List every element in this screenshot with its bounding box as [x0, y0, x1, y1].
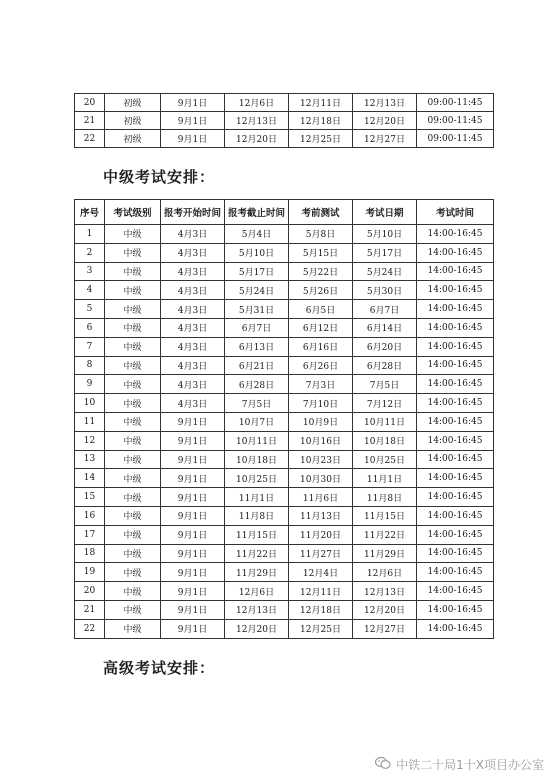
table-cell: 9月1日	[161, 600, 225, 619]
table-row	[75, 337, 494, 356]
table-row	[75, 375, 494, 394]
table-cell: 5月10日	[353, 225, 417, 244]
table-cell: 8	[75, 356, 105, 375]
table-cell: 6月28日	[353, 356, 417, 375]
table-cell: 11月22日	[353, 525, 417, 544]
table-cell: 12	[75, 431, 105, 450]
table-cell: 16	[75, 506, 105, 525]
table-cell: 中级	[105, 469, 161, 488]
table-cell: 3	[75, 262, 105, 281]
table-cell: 4月3日	[161, 281, 225, 300]
table-cell: 12月6日	[353, 563, 417, 582]
watermark	[375, 756, 544, 773]
table-cell: 15	[75, 488, 105, 507]
table-cell: 14:00-16:45	[417, 506, 494, 525]
table-cell: 14	[75, 469, 105, 488]
table-cell: 5月10日	[225, 243, 289, 262]
table-cell: 11月6日	[289, 488, 353, 507]
table-cell: 中级	[105, 300, 161, 319]
table-cell: 5月22日	[289, 262, 353, 281]
table-cell: 10	[75, 394, 105, 413]
table-cell: 中级	[105, 600, 161, 619]
table-row	[75, 525, 494, 544]
table-cell: 5月17日	[225, 262, 289, 281]
table-cell: 12月6日	[225, 94, 289, 112]
table-cell: 9月1日	[161, 563, 225, 582]
table-cell: 14:00-16:45	[417, 582, 494, 601]
table-cell: 10月11日	[225, 431, 289, 450]
table-cell: 5月30日	[353, 281, 417, 300]
table-cell: 6月28日	[225, 375, 289, 394]
table-cell: 12月27日	[353, 619, 417, 638]
table-cell: 14:00-16:45	[417, 281, 494, 300]
table-cell: 11月13日	[289, 506, 353, 525]
table-cell: 14:00-16:45	[417, 488, 494, 507]
table-cell: 9	[75, 375, 105, 394]
column-header: 考前测试	[289, 200, 353, 225]
table-cell: 中级	[105, 506, 161, 525]
table-cell: 9月1日	[161, 412, 225, 431]
primary-exam-table-tail	[74, 93, 494, 148]
table-cell: 14:00-16:45	[417, 243, 494, 262]
table-cell: 19	[75, 563, 105, 582]
table-cell: 初级	[105, 130, 161, 148]
table-cell: 4月3日	[161, 243, 225, 262]
table-header-row	[75, 200, 494, 225]
table-cell: 6月7日	[225, 318, 289, 337]
table-cell: 12月13日	[225, 600, 289, 619]
table-cell: 5月24日	[225, 281, 289, 300]
table-cell: 初级	[105, 112, 161, 130]
table-cell: 11	[75, 412, 105, 431]
table-row	[75, 431, 494, 450]
table-cell: 11月29日	[353, 544, 417, 563]
table-row	[75, 300, 494, 319]
table-row	[75, 619, 494, 638]
table-cell: 4月3日	[161, 225, 225, 244]
table-cell: 中级	[105, 225, 161, 244]
table-cell: 20	[75, 582, 105, 601]
table-row	[75, 356, 494, 375]
table-row	[75, 600, 494, 619]
table-cell: 18	[75, 544, 105, 563]
table-cell: 5月8日	[289, 225, 353, 244]
table-cell: 11月22日	[225, 544, 289, 563]
table-row	[75, 262, 494, 281]
table-cell: 4月3日	[161, 262, 225, 281]
table-cell: 中级	[105, 281, 161, 300]
table-cell: 12月4日	[289, 563, 353, 582]
table-cell: 12月20日	[353, 600, 417, 619]
table-row	[75, 394, 494, 413]
table-cell: 11月1日	[353, 469, 417, 488]
intermediate-exam-heading: 中级考试安排：	[103, 168, 216, 186]
table-row	[75, 488, 494, 507]
table-cell: 9月1日	[161, 506, 225, 525]
table-cell: 5月15日	[289, 243, 353, 262]
table-cell: 中级	[105, 582, 161, 601]
table-cell: 22	[75, 619, 105, 638]
table-cell: 12月11日	[289, 582, 353, 601]
table-cell: 09:00-11:45	[417, 130, 494, 148]
table-cell: 中级	[105, 525, 161, 544]
table-cell: 9月1日	[161, 130, 225, 148]
table-cell: 4月3日	[161, 356, 225, 375]
table-cell: 6	[75, 318, 105, 337]
column-header: 考试级别	[105, 200, 161, 225]
table-cell: 10月9日	[289, 412, 353, 431]
table-cell: 12月25日	[289, 619, 353, 638]
table-cell: 6月5日	[289, 300, 353, 319]
table-cell: 5月26日	[289, 281, 353, 300]
table-cell: 14:00-16:45	[417, 525, 494, 544]
table-cell: 14:00-16:45	[417, 469, 494, 488]
column-header: 报考截止时间	[225, 200, 289, 225]
table-cell: 9月1日	[161, 450, 225, 469]
table-cell: 12月13日	[225, 112, 289, 130]
table-cell: 14:00-16:45	[417, 262, 494, 281]
table-cell: 6月7日	[353, 300, 417, 319]
table-cell: 14:00-16:45	[417, 600, 494, 619]
table-cell: 9月1日	[161, 619, 225, 638]
table-cell: 中级	[105, 412, 161, 431]
table-row	[75, 563, 494, 582]
table-cell: 12月13日	[353, 582, 417, 601]
table-cell: 11月15日	[225, 525, 289, 544]
table-cell: 7月5日	[225, 394, 289, 413]
table-cell: 4月3日	[161, 318, 225, 337]
table-cell: 11月8日	[353, 488, 417, 507]
table-row	[75, 450, 494, 469]
table-cell: 中级	[105, 337, 161, 356]
table-cell: 10月30日	[289, 469, 353, 488]
table-cell: 9月1日	[161, 525, 225, 544]
table-row	[75, 318, 494, 337]
table-row	[75, 544, 494, 563]
table-cell: 12月11日	[289, 94, 353, 112]
wechat-channel-icon	[375, 756, 391, 773]
table-cell: 17	[75, 525, 105, 544]
table-cell: 10月25日	[353, 450, 417, 469]
table-cell: 9月1日	[161, 94, 225, 112]
table-cell: 10月18日	[353, 431, 417, 450]
table-row	[75, 582, 494, 601]
table-cell: 5	[75, 300, 105, 319]
table-cell: 中级	[105, 243, 161, 262]
table-cell: 22	[75, 130, 105, 148]
table-cell: 09:00-11:45	[417, 112, 494, 130]
column-header: 考试时间	[417, 200, 494, 225]
intermediate-exam-table	[74, 199, 494, 639]
table-cell: 中级	[105, 563, 161, 582]
table-cell: 10月23日	[289, 450, 353, 469]
table-cell: 14:00-16:45	[417, 412, 494, 431]
table-cell: 14:00-16:45	[417, 563, 494, 582]
table-row	[75, 243, 494, 262]
table-cell: 6月16日	[289, 337, 353, 356]
table-cell: 6月12日	[289, 318, 353, 337]
table-cell: 5月31日	[225, 300, 289, 319]
table-cell: 中级	[105, 394, 161, 413]
watermark-text: 中铁二十局1十X项目办公室	[396, 758, 544, 772]
table-row	[75, 469, 494, 488]
table-cell: 6月20日	[353, 337, 417, 356]
table-row	[75, 94, 494, 112]
table-row	[75, 130, 494, 148]
table-cell: 4	[75, 281, 105, 300]
table-cell: 12月20日	[225, 130, 289, 148]
table-cell: 9月1日	[161, 544, 225, 563]
table-cell: 7	[75, 337, 105, 356]
table-cell: 6月14日	[353, 318, 417, 337]
table-cell: 14:00-16:45	[417, 375, 494, 394]
table-cell: 12月25日	[289, 130, 353, 148]
table-cell: 12月6日	[225, 582, 289, 601]
table-cell: 14:00-16:45	[417, 431, 494, 450]
table-cell: 5月17日	[353, 243, 417, 262]
table-cell: 7月10日	[289, 394, 353, 413]
table-cell: 11月27日	[289, 544, 353, 563]
table-cell: 中级	[105, 318, 161, 337]
table-cell: 14:00-16:45	[417, 318, 494, 337]
table-cell: 7月5日	[353, 375, 417, 394]
table-cell: 13	[75, 450, 105, 469]
table-cell: 11月8日	[225, 506, 289, 525]
advanced-exam-heading: 高级考试安排：	[103, 659, 216, 677]
table-cell: 21	[75, 112, 105, 130]
table-row	[75, 112, 494, 130]
table-cell: 5月24日	[353, 262, 417, 281]
table-cell: 7月12日	[353, 394, 417, 413]
table-cell: 21	[75, 600, 105, 619]
table-cell: 5月4日	[225, 225, 289, 244]
table-cell: 20	[75, 94, 105, 112]
table-row	[75, 225, 494, 244]
table-cell: 中级	[105, 488, 161, 507]
table-cell: 12月18日	[289, 600, 353, 619]
table-cell: 14:00-16:45	[417, 450, 494, 469]
table-cell: 12月13日	[353, 94, 417, 112]
table-cell: 14:00-16:45	[417, 356, 494, 375]
table-cell: 11月20日	[289, 525, 353, 544]
table-cell: 11月29日	[225, 563, 289, 582]
table-cell: 中级	[105, 619, 161, 638]
table-cell: 中级	[105, 375, 161, 394]
table-cell: 11月15日	[353, 506, 417, 525]
table-row	[75, 412, 494, 431]
table-cell: 1	[75, 225, 105, 244]
column-header: 报考开始时间	[161, 200, 225, 225]
table-cell: 初级	[105, 94, 161, 112]
table-cell: 9月1日	[161, 431, 225, 450]
table-cell: 10月16日	[289, 431, 353, 450]
table-cell: 中级	[105, 356, 161, 375]
table-cell: 14:00-16:45	[417, 300, 494, 319]
table-cell: 中级	[105, 431, 161, 450]
column-header: 序号	[75, 200, 105, 225]
table-cell: 9月1日	[161, 469, 225, 488]
table-cell: 12月20日	[353, 112, 417, 130]
table-cell: 4月3日	[161, 300, 225, 319]
table-cell: 14:00-16:45	[417, 619, 494, 638]
column-header: 考试日期	[353, 200, 417, 225]
table-cell: 中级	[105, 262, 161, 281]
table-cell: 4月3日	[161, 375, 225, 394]
table-cell: 4月3日	[161, 337, 225, 356]
table-cell: 6月26日	[289, 356, 353, 375]
table-cell: 10月18日	[225, 450, 289, 469]
table-cell: 10月11日	[353, 412, 417, 431]
table-cell: 6月21日	[225, 356, 289, 375]
table-cell: 7月3日	[289, 375, 353, 394]
table-cell: 9月1日	[161, 488, 225, 507]
table-cell: 12月18日	[289, 112, 353, 130]
table-cell: 6月13日	[225, 337, 289, 356]
table-cell: 12月27日	[353, 130, 417, 148]
table-cell: 2	[75, 243, 105, 262]
table-cell: 9月1日	[161, 112, 225, 130]
table-row	[75, 281, 494, 300]
table-cell: 14:00-16:45	[417, 544, 494, 563]
table-cell: 14:00-16:45	[417, 337, 494, 356]
table-row	[75, 506, 494, 525]
table-cell: 中级	[105, 544, 161, 563]
intermediate-exam-table-body	[75, 225, 494, 639]
table-cell: 11月1日	[225, 488, 289, 507]
table-cell: 14:00-16:45	[417, 394, 494, 413]
table-cell: 12月20日	[225, 619, 289, 638]
table-cell: 4月3日	[161, 394, 225, 413]
primary-exam-table-body	[75, 94, 494, 148]
table-cell: 10月25日	[225, 469, 289, 488]
table-cell: 10月7日	[225, 412, 289, 431]
table-cell: 9月1日	[161, 582, 225, 601]
table-cell: 14:00-16:45	[417, 225, 494, 244]
table-cell: 09:00-11:45	[417, 94, 494, 112]
table-cell: 中级	[105, 450, 161, 469]
